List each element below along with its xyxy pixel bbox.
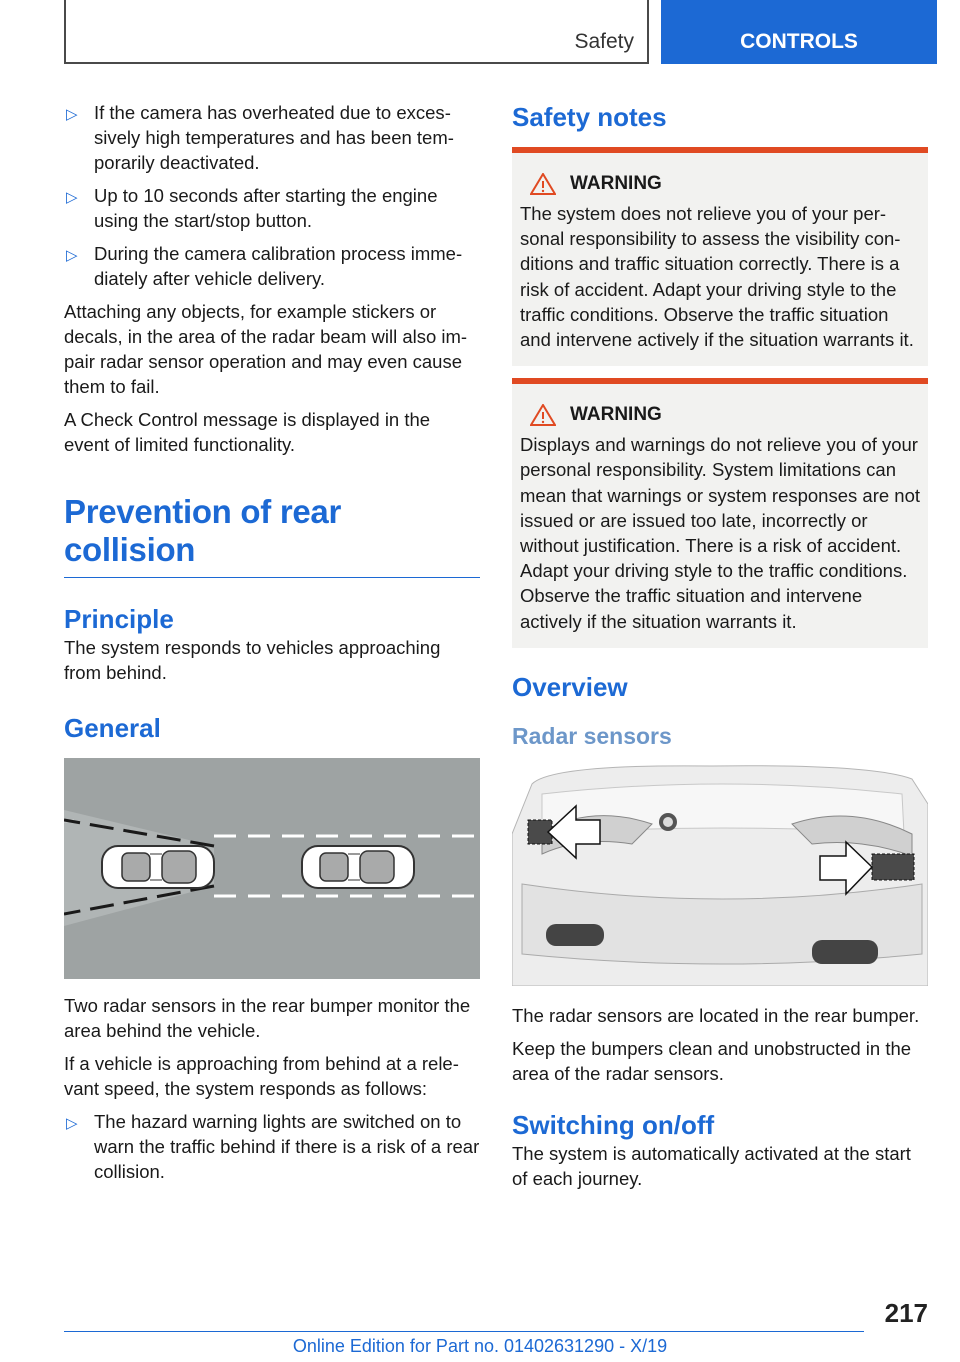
warning-triangle-icon xyxy=(530,173,556,195)
footer-divider xyxy=(64,1331,864,1332)
left-column xyxy=(64,100,480,1192)
list-item: ▷ Up to 10 seconds after starting the engine using the start/stop button. xyxy=(66,185,438,231)
header-chapter-tab[interactable]: CONTROLS xyxy=(661,0,937,64)
heading-switching-on-off: Switching on/off xyxy=(512,1109,715,1140)
triangle-bullet-icon: ▷ xyxy=(66,106,78,123)
list-item: ▷ During the camera calibration process immediately after vehicle delivery. xyxy=(66,243,463,289)
paragraph-general-2: If a vehicle is approaching from behind at a relevant speed, the system responds as follows: xyxy=(64,1053,459,1099)
heading-safety-notes: Safety notes xyxy=(512,102,667,132)
triangle-bullet-icon: ▷ xyxy=(66,247,78,264)
heading-general: General xyxy=(64,713,161,743)
heading-overview: Overview xyxy=(512,671,628,702)
right-column xyxy=(512,100,928,1199)
paragraph-principle: The system responds to vehicles approaching from behind. xyxy=(64,637,441,683)
warning-text: The system does not relieve you of your personal responsibility to assess the visibility conditions and traffic situation correctly. There is a risk of accident. Adapt your driving style to the traffic conditions. Observe the traffic situation and intervene actively if the situation warrants it. xyxy=(520,203,914,351)
triangle-bullet-icon: ▷ xyxy=(66,189,78,206)
heading-principle: Principle xyxy=(64,604,174,634)
paragraph-radar-2: Keep the bumpers clean and unobstructed in the area of the radar sensors. xyxy=(512,1037,912,1084)
car-rear-figure xyxy=(512,764,928,991)
paragraph-radar-1: The radar sensors are located in the rear bumper. xyxy=(512,1004,920,1026)
car-approaching-icon xyxy=(302,846,414,888)
bullet-list-bottom xyxy=(64,1109,480,1184)
list-item: ▷ If the camera has overheated due to excessively high temperatures and has been temporarily deactivated. xyxy=(66,102,454,173)
page-number: 217 xyxy=(884,1298,928,1328)
car-rear-icon xyxy=(102,846,214,888)
paragraph-switching: The system is automatically activated at the start of each journey. xyxy=(512,1142,911,1189)
warning-title: WARNING xyxy=(520,404,920,426)
header-section-title: Safety xyxy=(574,30,634,53)
car-rear-bumper-image xyxy=(512,764,928,986)
warning-box-2 xyxy=(512,378,928,648)
heading-radar-sensors: Radar sensors xyxy=(512,722,672,749)
footer-edition: Online Edition for Part no. 01402631290 - X/19 xyxy=(292,1336,668,1356)
heading-prevention-rear-collision: Prevention of rear collision xyxy=(64,493,480,578)
paragraph-check-control: A Check Control message is displayed in the event of limited functionality. xyxy=(64,409,431,455)
warning-title: WARNING xyxy=(520,173,920,195)
road-diagram xyxy=(64,758,480,979)
warning-triangle-icon xyxy=(530,404,556,426)
paragraph-general-1: Two radar sensors in the rear bumper monitor the area behind the vehicle. xyxy=(64,995,471,1041)
bullet-list-top xyxy=(64,100,480,291)
triangle-bullet-icon: ▷ xyxy=(66,1115,78,1132)
warning-box-1 xyxy=(512,147,928,366)
header-frame xyxy=(64,0,649,64)
list-item: ▷ The hazard warning lights are switched on to warn the traffic behind if there is a risk of a rear collision. xyxy=(66,1111,480,1182)
road-diagram-figure xyxy=(64,758,480,979)
paragraph-attach: Attaching any objects, for example stickers or decals, in the area of the radar beam will also impair radar sensor operation and may even cause them to fail. xyxy=(64,301,468,397)
warning-text: Displays and warnings do not relieve you of your personal responsibility. System limitations can mean that warnings or system responses are not issued or are issued too late, incorrectly or without justification. There is a risk of accident. Adapt your driving style to the traffic conditions. Observe the traffic situation and intervene actively if the situation warrants it. xyxy=(520,434,920,632)
radar-sensor-right xyxy=(872,854,914,880)
